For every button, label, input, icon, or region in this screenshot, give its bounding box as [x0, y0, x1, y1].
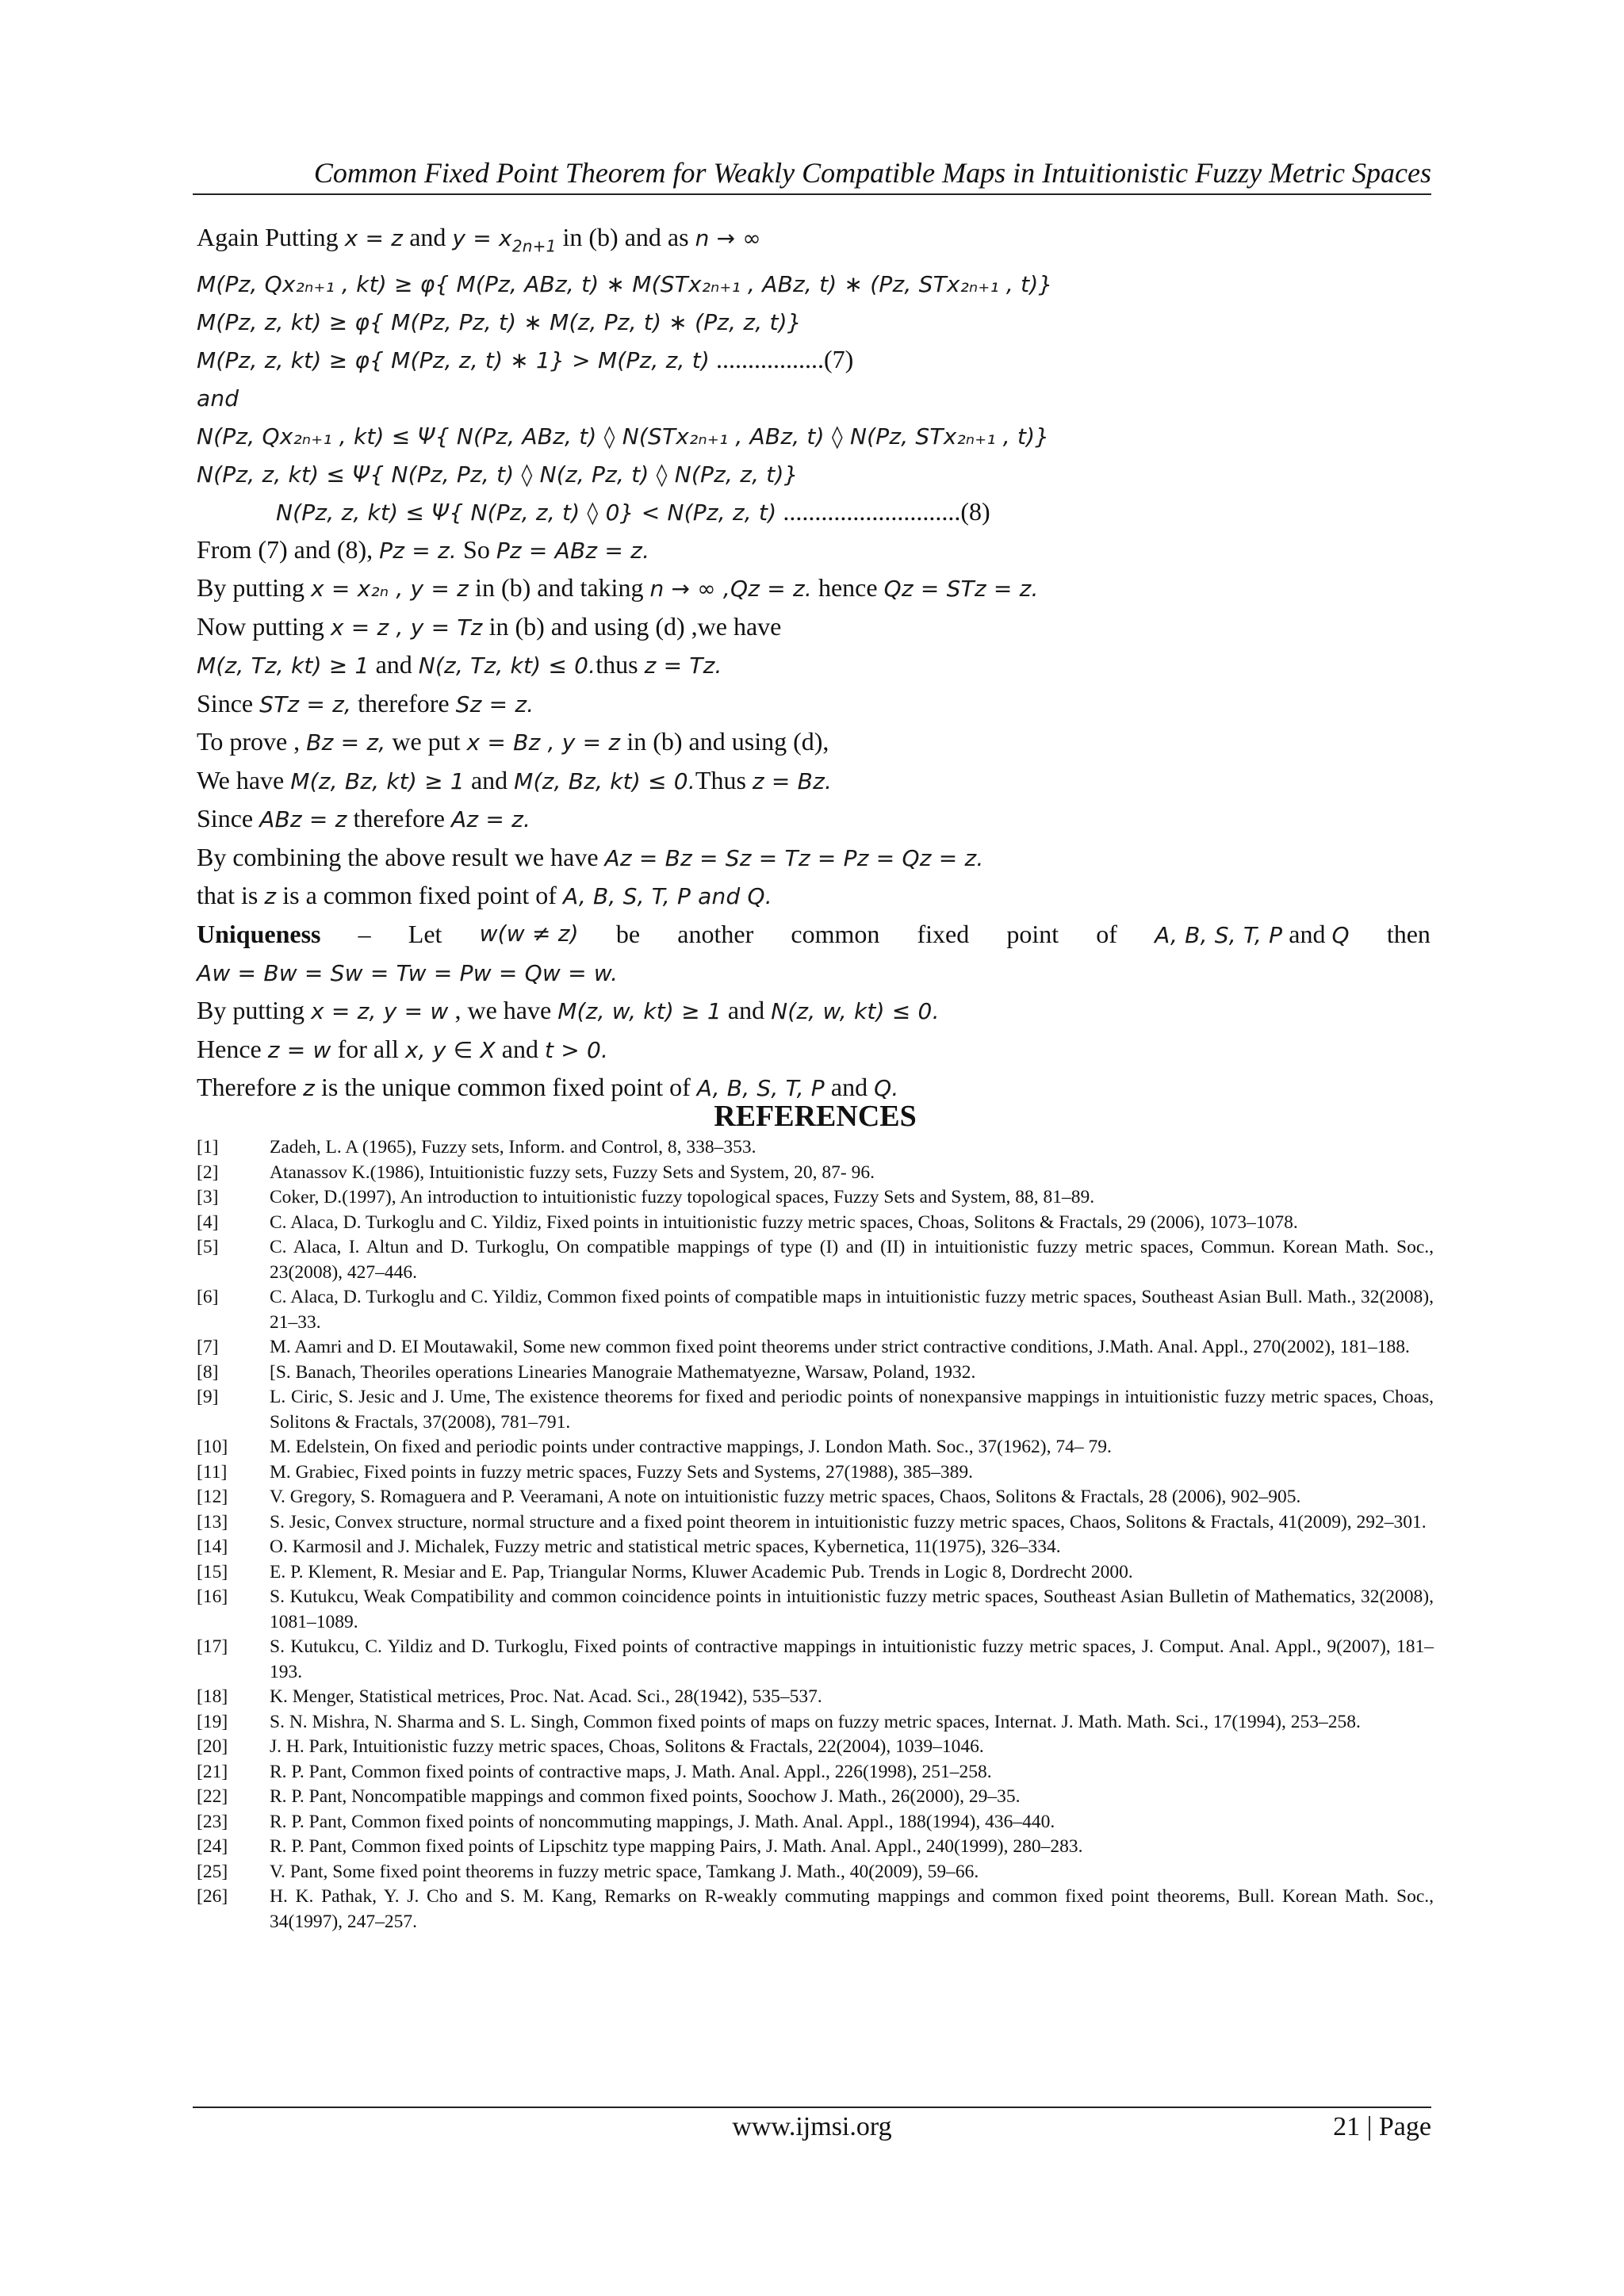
reference-text: Coker, D.(1997), An introduction to intuitionistic fuzzy topological spaces, Fuzzy Sets and System, 88, 81–89. [270, 1187, 1095, 1207]
reference-item [197, 1185, 1434, 1211]
reference-item [197, 1510, 1434, 1536]
reference-number: [3] [197, 1187, 219, 1207]
reference-text: [S. Banach, Theoriles operations Linearies Manograie Mathematyezne, Warsaw, Poland, 1932. [270, 1361, 976, 1383]
reference-number: [4] [197, 1211, 219, 1233]
footer-rule [193, 2107, 1431, 2108]
reference-number: [23] [197, 1811, 228, 1832]
reference-text: C. Alaca, D. Turkoglu and C. Yildiz, Fixed points in intuitionistic fuzzy metric spaces, Choas, Solitons & Fractals, 29 (2006), 1073–1078. [270, 1211, 1298, 1233]
line-combining: By combining the above result we have Az = Bz = Sz = Tz = Pz = Qz = z. [197, 842, 984, 871]
reference-item [197, 1760, 1434, 1785]
reference-number: [10] [197, 1437, 228, 1457]
line-since-abz: Since ABz = z therefore Az = z. [197, 804, 531, 833]
reference-text: S. Kutukcu, Weak Compatibility and common coincidence points in intuitionistic fuzzy metric spaces, Southeast Asian Bulletin of Mathematics, 32(2008), 1081–1089. [270, 1586, 1434, 1632]
line-now-putting: Now putting x = z , y = Tz in (b) and using (d) ,we have [197, 611, 782, 641]
reference-item [197, 1135, 1434, 1161]
reference-number: [7] [197, 1337, 219, 1357]
reference-number: [21] [197, 1761, 228, 1782]
reference-text: R. P. Pant, Common fixed points of Lipschitz type mapping Pairs, J. Math. Anal. Appl., 240(1999), 280–283. [270, 1836, 1083, 1857]
line-therefore: Therefore z is the unique common fixed point of A, B, S, T, P and Q. [197, 1073, 899, 1102]
reference-number: [15] [197, 1561, 228, 1582]
reference-number: [1] [197, 1137, 219, 1158]
equation-m-2: M(Pz, z, kt) ≥ φ{ M(Pz, Pz, t) ∗ M(z, Pz, t) ∗ (Pz, z, t)} [197, 308, 802, 335]
reference-text: R. P. Pant, Noncompatible mappings and common fixed points, Soochow J. Math., 26(2000), 29–35. [270, 1786, 1021, 1807]
reference-item [197, 1835, 1434, 1860]
reference-text: S. Jesic, Convex structure, normal structure and a fixed point theorem in intuitionistic fuzzy metric spaces, Chaos, Solitons & Fractals, 41(2009), 292–301. [270, 1511, 1427, 1533]
reference-number: [19] [197, 1711, 228, 1732]
line-to-prove: To prove , Bz = z, we put x = Bz , y = z in (b) and using (d), [197, 727, 829, 756]
reference-number: [20] [197, 1736, 228, 1757]
reference-text: Zadeh, L. A (1965), Fuzzy sets, Inform. and Control, 8, 338–353. [270, 1137, 756, 1158]
reference-text: O. Karmosil and J. Michalek, Fuzzy metric and statistical metric spaces, Kybernetica, 11(1975), 326–334. [270, 1536, 1061, 1557]
reference-number: [12] [197, 1487, 228, 1507]
line-we-have: We have M(z, Bz, kt) ≥ 1 and M(z, Bz, kt) ≤ 0.Thus z = Bz. [197, 765, 833, 794]
line-by-putting-2: By putting x = z, y = w , we have M(z, w, kt) ≥ 1 and N(z, w, kt) ≤ 0. [197, 996, 940, 1025]
reference-number: [5] [197, 1237, 219, 1257]
line-hence: Hence z = w for all x, y ∈ X and t > 0. [197, 1034, 609, 1063]
reference-item [197, 1435, 1434, 1460]
reference-number: [16] [197, 1586, 228, 1607]
equation-n-2: N(Pz, z, kt) ≤ Ψ{ N(Pz, Pz, t) ◊ N(z, Pz, t) ◊ N(Pz, z, t)} [197, 461, 799, 488]
reference-number: [26] [197, 1886, 228, 1907]
line-since-stz: Since STz = z, therefore Sz = z. [197, 688, 534, 718]
reference-text: H. K. Pathak, Y. J. Cho and S. M. Kang, Remarks on R-weakly commuting mappings and common fixed point theorems, Bull. Korean Math. Soc., 34(1997), 247–257. [270, 1886, 1434, 1932]
reference-number: [8] [197, 1361, 219, 1383]
reference-item [197, 1285, 1434, 1335]
header-rule [193, 193, 1431, 195]
running-header-title: Common Fixed Point Theorem for Weakly Compatible Maps in Intuitionistic Fuzzy Metric Spaces [313, 157, 1431, 189]
reference-item [197, 1885, 1434, 1934]
reference-text: C. Alaca, D. Turkoglu and C. Yildiz, Common fixed points of compatible maps in intuitionistic fuzzy metric spaces, Southeast Asian Bull. Math., 32(2008), 21–33. [270, 1287, 1434, 1333]
footer-site-link[interactable]: www.ijmsi.org [732, 2112, 892, 2141]
reference-item [197, 1785, 1434, 1810]
reference-item [197, 1585, 1434, 1635]
reference-text: V. Gregory, S. Romaguera and P. Veeramani, A note on intuitionistic fuzzy metric spaces, Chaos, Solitons & Fractals, 28 (2006), 902–905. [270, 1487, 1301, 1507]
reference-number: [14] [197, 1536, 228, 1557]
line-that-is: that is z is a common fixed point of A, B, S, T, P and Q. [197, 881, 772, 910]
reference-text: M. Grabiec, Fixed points in fuzzy metric spaces, Fuzzy Sets and Systems, 27(1988), 385–389. [270, 1461, 973, 1483]
reference-text: V. Pant, Some fixed point theorems in fuzzy metric space, Tamkang J. Math., 40(2009), 59–66. [270, 1861, 979, 1882]
reference-item [197, 1810, 1434, 1835]
reference-item [197, 1360, 1434, 1386]
reference-item [197, 1235, 1434, 1285]
line-tz: M(z, Tz, kt) ≥ 1 and N(z, Tz, kt) ≤ 0.thus z = Tz. [197, 650, 722, 679]
footer-page-number: 21 | Page [1333, 2112, 1431, 2141]
reference-text: K. Menger, Statistical metrices, Proc. Nat. Acad. Sci., 28(1942), 535–537. [270, 1686, 822, 1707]
line-uniqueness: Uniqueness – Let w(w ≠ z) be another common fixed point of A, B, S, T, P and Q then [197, 919, 1431, 948]
equation-7: M(Pz, z, kt) ≥ φ{ M(Pz, z, t) ∗ 1} > M(Pz, z, t) .................(7) [197, 344, 854, 373]
reference-text: S. N. Mishra, N. Sharma and S. L. Singh, Common fixed points of maps on fuzzy metric spaces, Internat. J. Math. Math. Sci., 17(1994), 253–258. [270, 1711, 1361, 1732]
reference-item [197, 1335, 1434, 1360]
reference-text: M. Aamri and D. EI Moutawakil, Some new common fixed point theorems under strict contractive conditions, J.Math. Anal. Appl., 270(2002), 181–188. [270, 1337, 1410, 1357]
reference-item [197, 1685, 1434, 1710]
reference-number: [25] [197, 1861, 228, 1882]
reference-item [197, 1735, 1434, 1760]
proof-body [197, 219, 1434, 1108]
reference-number: [18] [197, 1686, 228, 1707]
equation-n-1: N(Pz, Qx₂ₙ₊₁ , kt) ≤ Ψ{ N(Pz, ABz, t) ◊ N(STx₂ₙ₊₁ , ABz, t) ◊ N(Pz, STx₂ₙ₊₁ , t)} [197, 423, 1050, 450]
reference-number: [11] [197, 1461, 228, 1483]
reference-text: S. Kutukcu, C. Yildiz and D. Turkoglu, Fixed points of contractive mappings in intuitionistic fuzzy metric spaces, J. Comput. Anal. Appl., 9(2007), 181–193. [270, 1636, 1434, 1682]
reference-item [197, 1485, 1434, 1510]
reference-item [197, 1460, 1434, 1486]
reference-item [197, 1635, 1434, 1685]
reference-number: [24] [197, 1836, 228, 1857]
word-and: and [197, 385, 239, 411]
reference-item [197, 1860, 1434, 1885]
reference-number: [9] [197, 1387, 219, 1407]
reference-text: Atanassov K.(1986), Intuitionistic fuzzy sets, Fuzzy Sets and System, 20, 87- 96. [270, 1161, 875, 1183]
reference-text: M. Edelstein, On fixed and periodic points under contractive mappings, J. London Math. Soc., 37(1962), 74– 79. [270, 1437, 1112, 1457]
reference-item [197, 1161, 1434, 1186]
reference-text: E. P. Klement, R. Mesiar and E. Pap, Triangular Norms, Kluwer Academic Pub. Trends in Logic 8, Dordrecht 2000. [270, 1561, 1133, 1582]
reference-number: [22] [197, 1786, 228, 1807]
reference-number: [2] [197, 1161, 219, 1183]
line-again-putting: Again Putting x = z and $y = x_{2n+1}$ in (b) and as n → ∞ [197, 223, 761, 256]
reference-item [197, 1710, 1434, 1735]
equation-m-1: M(Pz, Qx₂ₙ₊₁ , kt) ≥ φ{ M(Pz, ABz, t) ∗ M(STx₂ₙ₊₁ , ABz, t) ∗ (Pz, STx₂ₙ₊₁ , t)} [197, 270, 1053, 297]
reference-item [197, 1560, 1434, 1586]
references-heading: REFERENCES [714, 1100, 917, 1133]
reference-text: J. H. Park, Intuitionistic fuzzy metric spaces, Choas, Solitons & Fractals, 22(2004), 1039–1046. [270, 1736, 984, 1757]
reference-item [197, 1211, 1434, 1236]
reference-number: [17] [197, 1636, 228, 1657]
reference-number: [6] [197, 1287, 219, 1307]
reference-text: C. Alaca, I. Altun and D. Turkoglu, On compatible mappings of type (I) and (II) in intuitionistic fuzzy metric spaces, Commun. Korean Math. Soc., 23(2008), 427–446. [270, 1237, 1434, 1283]
equation-8: N(Pz, z, kt) ≤ Ψ{ N(Pz, z, t) ◊ 0} < N(Pz, z, t) ............................(8) [276, 496, 990, 526]
reference-text: R. P. Pant, Common fixed points of noncommuting mappings, J. Math. Anal. Appl., 188(1994), 436–440. [270, 1811, 1055, 1832]
reference-item [197, 1535, 1434, 1560]
reference-text: R. P. Pant, Common fixed points of contractive maps, J. Math. Anal. Appl., 226(1998), 251–258. [270, 1761, 992, 1782]
reference-text: L. Ciric, S. Jesic and J. Ume, The existence theorems for fixed and periodic points of nonexpansive mappings in intuitionistic fuzzy metric spaces, Choas, Solitons & Fractals, 37(2008), 781–791. [270, 1387, 1434, 1433]
reference-number: [13] [197, 1511, 228, 1533]
line-by-putting-1: By putting x = x₂ₙ , y = z in (b) and taking n → ∞ ,Qz = z. hence Qz = STz = z. [197, 573, 1039, 603]
references-list [197, 1135, 1434, 1934]
line-from-7-8: From (7) and (8), Pz = z. So Pz = ABz = z. [197, 534, 650, 564]
reference-item [197, 1385, 1434, 1435]
line-aw-equals: Aw = Bw = Sw = Tw = Pw = Qw = w. [197, 960, 619, 987]
